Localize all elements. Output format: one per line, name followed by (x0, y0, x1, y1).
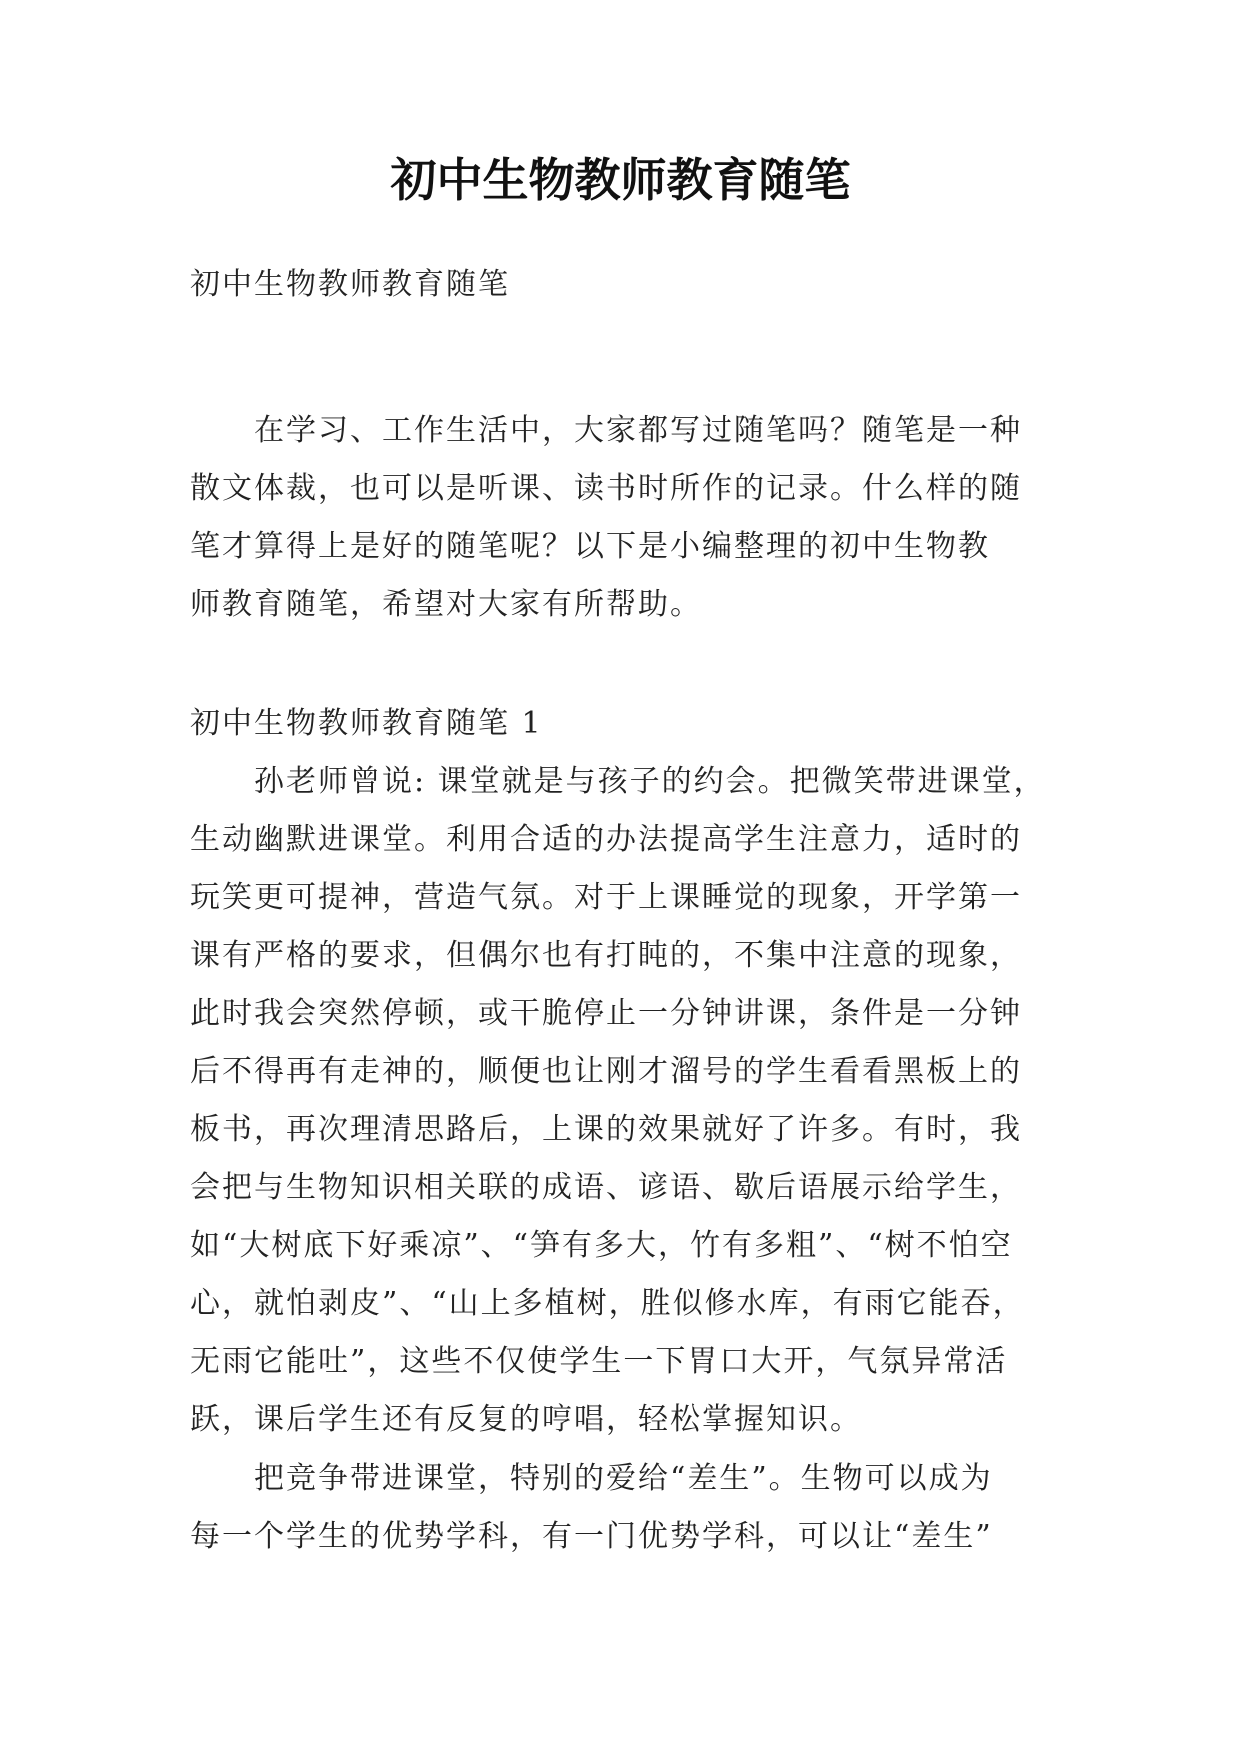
document-subtitle: 初中生物教师教育随笔 (190, 267, 510, 302)
intro-line: 散文体裁，也可以是听课、读书时所作的记录。什么样的随 (190, 471, 1022, 506)
paragraph-line: 生动幽默进课堂。利用合适的办法提高学生注意力，适时的 (190, 822, 1022, 857)
section-heading: 初中生物教师教育随笔 1 (190, 706, 543, 741)
paragraph-line: 课有严格的要求，但偶尔也有打盹的，不集中注意的现象， (190, 938, 1022, 973)
paragraph-line: 孙老师曾说: 课堂就是与孩子的约会。把微笑带进课堂， (254, 764, 1046, 799)
intro-paragraph (190, 402, 1070, 634)
intro-line: 在学习、工作生活中，大家都写过随笔吗？随笔是一种 (254, 413, 1022, 448)
paragraph-line: 每一个学生的优势学科，有一门优势学科，可以让“差生” (190, 1519, 993, 1554)
section1-paragraph-2 (190, 1450, 1070, 1566)
paragraph-line: 把竞争带进课堂，特别的爱给“差生”。生物可以成为 (254, 1461, 993, 1496)
paragraph-line: 后不得再有走神的，顺便也让刚才溜号的学生看看黑板上的 (190, 1054, 1022, 1089)
paragraph-line: 心，就怕剥皮”、“山上多植树，胜似修水库，有雨它能吞， (190, 1286, 1025, 1321)
intro-line: 师教育随笔，希望对大家有所帮助。 (190, 587, 702, 622)
paragraph-line: 此时我会突然停顿，或干脆停止一分钟讲课，条件是一分钟 (190, 996, 1022, 1031)
paragraph-line: 板书，再次理清思路后，上课的效果就好了许多。有时，我 (190, 1112, 1022, 1147)
paragraph-line: 玩笑更可提神，营造气氛。对于上课睡觉的现象，开学第一 (190, 880, 1022, 915)
paragraph-line: 会把与生物知识相关联的成语、谚语、歇后语展示给学生， (190, 1170, 1022, 1205)
intro-line: 笔才算得上是好的随笔呢？以下是小编整理的初中生物教 (190, 529, 990, 564)
paragraph-line: 如“大树底下好乘凉”、“笋有多大，竹有多粗”、“树不怕空 (190, 1228, 1013, 1263)
document-title: 初中生物教师教育随笔 (390, 153, 851, 207)
section1-paragraph-1 (190, 753, 1070, 1449)
paragraph-line: 跃，课后学生还有反复的哼唱，轻松掌握知识。 (190, 1402, 862, 1437)
paragraph-line: 无雨它能吐”，这些不仅使学生一下胃口大开，气氛异常活 (190, 1344, 1008, 1379)
